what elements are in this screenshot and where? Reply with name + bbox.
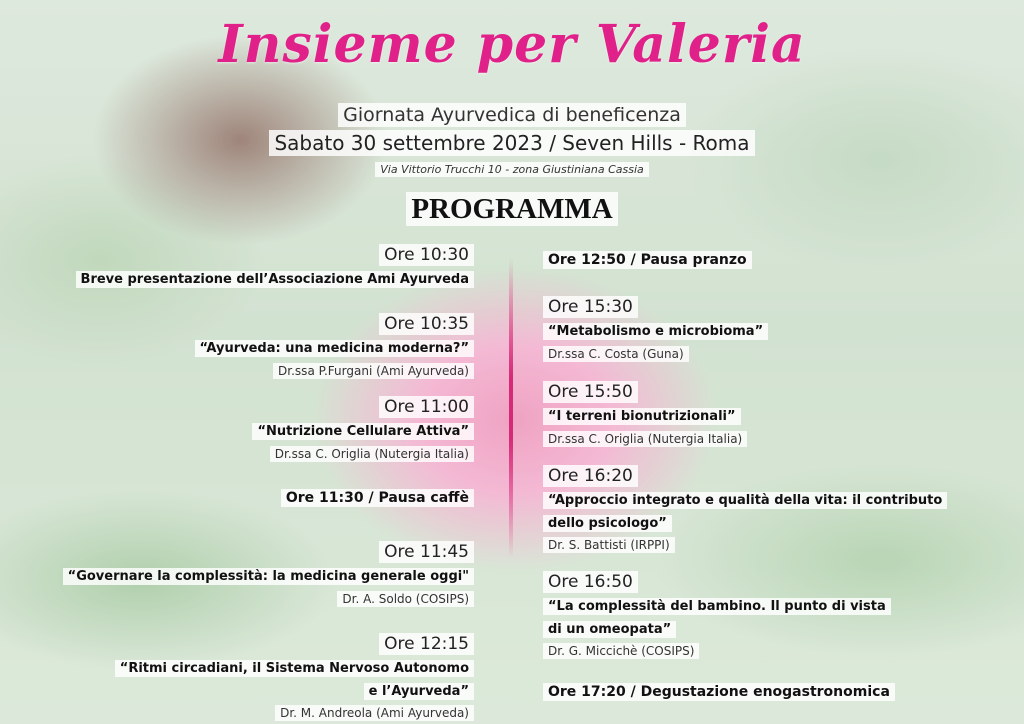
item-title: di un omeopata”	[543, 621, 676, 638]
event-date-location: Sabato 30 settembre 2023 / Seven Hills - Roma	[0, 131, 1024, 155]
item-time: Ore 10:30	[379, 244, 474, 266]
item-time: Ore 10:35	[379, 313, 474, 335]
item-time: Ore 11:00	[379, 396, 474, 418]
item-title: “Metabolismo e microbioma”	[543, 323, 768, 340]
pause-item	[543, 681, 895, 704]
event-title: Insieme per Valeria	[218, 14, 806, 75]
center-divider	[509, 258, 513, 558]
item-speaker: Dr.ssa C. Origlia (Nutergia Italia)	[543, 431, 747, 447]
pause-label: Ore 12:50 / Pausa pranzo	[543, 251, 752, 269]
program-item	[252, 397, 474, 465]
program-item	[543, 572, 891, 662]
event-subtitle: Giornata Ayurvedica di beneficenza	[0, 104, 1024, 126]
item-speaker: Dr. S. Battisti (IRPPI)	[543, 537, 675, 553]
program-item	[543, 297, 768, 365]
item-speaker: Dr.ssa C. Costa (Guna)	[543, 346, 689, 362]
program-item	[115, 634, 474, 724]
program-item	[63, 542, 474, 610]
item-title: “Governare la complessità: la medicina generale oggi"	[63, 568, 474, 585]
item-title: dello psicologo”	[543, 515, 672, 532]
item-speaker: Dr.ssa P.Furgani (Ami Ayurveda)	[273, 363, 474, 379]
item-speaker: Dr. A. Soldo (COSIPS)	[337, 591, 474, 607]
item-time: Ore 15:50	[543, 381, 638, 403]
item-title: “Approccio integrato e qualità della vita: il contributo	[543, 492, 947, 509]
item-speaker: Dr.ssa C. Origlia (Nutergia Italia)	[270, 446, 474, 462]
program-heading: PROGRAMMA	[0, 193, 1024, 226]
item-speaker: Dr. M. Andreola (Ami Ayurveda)	[275, 705, 474, 721]
item-time: Ore 11:45	[379, 541, 474, 563]
item-title: “La complessità del bambino. Il punto di vista	[543, 598, 891, 615]
item-title: Breve presentazione dell’Associazione Ami Ayurveda	[76, 271, 474, 288]
item-speaker: Dr. G. Miccichè (COSIPS)	[543, 643, 699, 659]
item-title: “Ritmi circadiani, il Sistema Nervoso Autonomo	[115, 660, 474, 677]
pause-item	[543, 249, 752, 272]
pause-item	[281, 487, 474, 510]
item-time: Ore 16:20	[543, 465, 638, 487]
item-time: Ore 16:50	[543, 571, 638, 593]
item-title: “Nutrizione Cellulare Attiva”	[252, 423, 474, 440]
item-time: Ore 15:30	[543, 296, 638, 318]
program-item	[195, 314, 474, 382]
program-item	[76, 245, 474, 291]
item-title: “I terreni bionutrizionali”	[543, 408, 741, 425]
program-item	[543, 466, 947, 556]
pause-label: Ore 11:30 / Pausa caffè	[281, 489, 474, 507]
pause-label: Ore 17:20 / Degustazione enogastronomica	[543, 683, 895, 701]
program-item	[543, 382, 747, 450]
item-time: Ore 12:15	[379, 633, 474, 655]
event-address: Via Vittorio Trucchi 10 - zona Giustiniana Cassia	[0, 163, 1024, 176]
item-title: “Ayurveda: una medicina moderna?”	[195, 340, 474, 357]
item-title: e l’Ayurveda”	[364, 683, 474, 700]
